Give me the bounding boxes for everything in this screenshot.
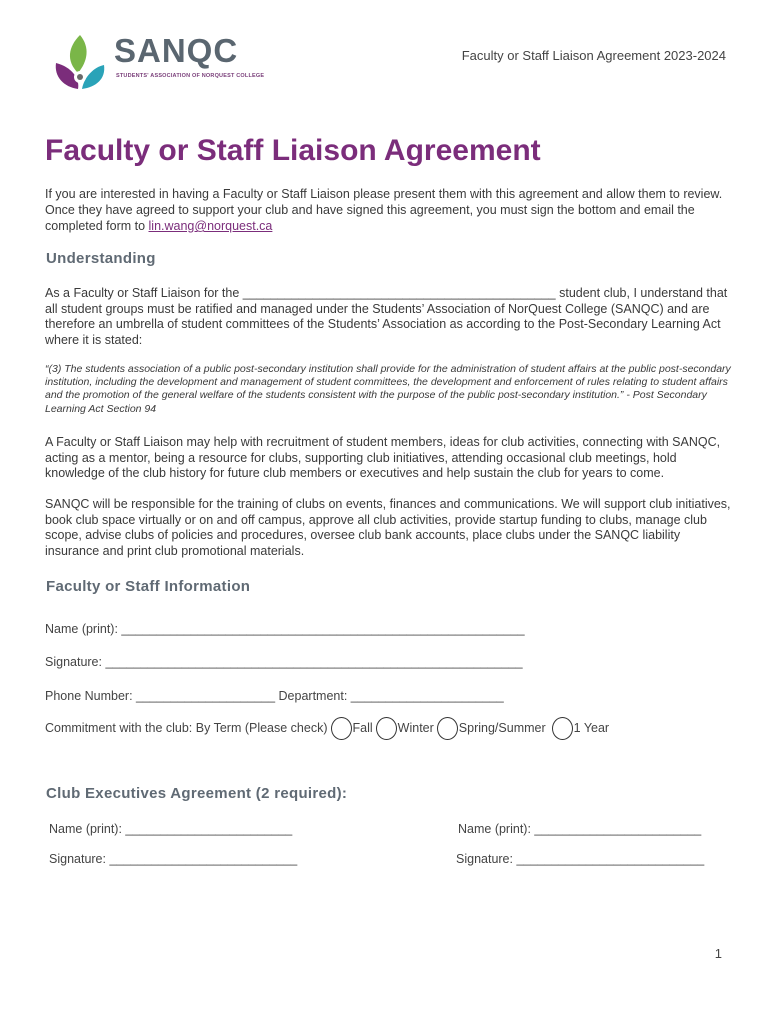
leaf-logo-icon	[50, 33, 110, 93]
sanqc-logo	[50, 33, 265, 93]
winter-checkbox[interactable]	[376, 717, 397, 740]
commitment-label: Commitment with the club: By Term (Please check)	[45, 721, 328, 735]
intro-text: If you are interested in having a Faculty or Staff Liaison please present them with this agreement and allow them to review. Once they have agreed to support your club and have signed this agreement, you must sign the bottom and email the completed form to	[45, 187, 723, 233]
intro-paragraph	[45, 186, 735, 234]
logo-subtitle: STUDENTS' ASSOCIATION OF NORQUEST COLLEGE	[116, 73, 265, 79]
email-link[interactable]: lin.wang@norquest.ca	[148, 219, 273, 233]
exec2-name-field[interactable]: Name (print): ________________________	[458, 822, 702, 836]
understanding-paragraph-2: A Faculty or Staff Liaison may help with recruitment of student members, ideas for club activities, connecting with SANQC, acting as a mentor, being a resource for clubs, supporting club initiatives, attending occasional club meetings, hold knowledge of the club history for future club members or executives and help sustain the club for years to come.	[45, 435, 721, 480]
understanding-heading: Understanding	[46, 250, 156, 267]
exec1-signature-field[interactable]: Signature: ___________________________	[49, 852, 298, 866]
phone-department-field[interactable]: Phone Number: ____________________ Department: ______________________	[45, 689, 504, 703]
club-exec-heading: Club Executives Agreement (2 required):	[46, 785, 348, 802]
commitment-row	[45, 716, 609, 740]
page-title: Faculty or Staff Liaison Agreement	[45, 134, 541, 167]
winter-option-label: Winter	[397, 721, 434, 735]
page-number: 1	[714, 946, 722, 961]
fall-option-label: Fall	[352, 721, 373, 735]
spring-summer-checkbox[interactable]	[437, 717, 458, 740]
understanding-paragraph-1: As a Faculty or Staff Liaison for the _____________________________________________ student club, I understand that all student groups must be ratified and managed under the Students’ Association of NorQuest College (SANQC) and are therefore an umbrella of student committees of the Students’ Association as according to the Post-Secondary Learning Act where it is stated:	[45, 286, 728, 347]
one-year-checkbox[interactable]	[552, 717, 573, 740]
exec2-signature-field[interactable]: Signature: ___________________________	[456, 852, 705, 866]
faculty-info-heading: Faculty or Staff Information	[46, 578, 251, 595]
spring-summer-option-label: Spring/Summer	[458, 721, 546, 735]
exec1-name-field[interactable]: Name (print): ________________________	[49, 822, 293, 836]
legislation-quote: “(3) The students association of a public post-secondary institution shall provide for the administration of student affairs at the public post-secondary institution, including the development and management of student committees, the development and enforcement of rules relating to student affairs and the promotion of the general welfare of the students consistent with the purpose of the public post-secondary institution.” - Post Secondary Learning Act Section 94	[45, 363, 731, 415]
faculty-signature-field[interactable]: Signature: ____________________________________________________________	[45, 655, 523, 669]
logo-wordmark: SANQC	[114, 32, 239, 69]
one-year-option-label: 1 Year	[573, 721, 610, 735]
understanding-paragraph-3: SANQC will be responsible for the training of clubs on events, finances and communications. We will support club initiatives, book club space virtually or on and off campus, approve all club activities, provide startup funding to clubs, manage club scope, advise clubs of policies and procedures, oversee club bank accounts, place clubs under the SANQC liability insurance and print club promotional materials.	[45, 497, 731, 558]
fall-checkbox[interactable]	[331, 717, 352, 740]
faculty-name-field[interactable]: Name (print): __________________________________________________________	[45, 622, 525, 636]
document-header-label: Faculty or Staff Liaison Agreement 2023-2024	[461, 48, 726, 63]
